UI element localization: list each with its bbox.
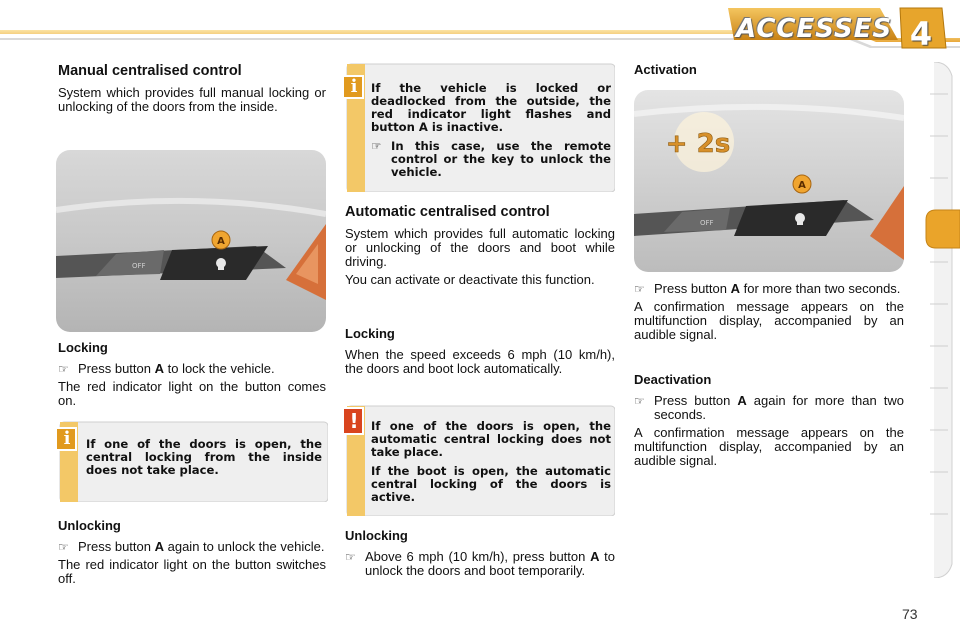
- locking-title: Locking: [58, 340, 108, 355]
- info-note-left: [56, 420, 328, 502]
- exclamation-icon: !: [349, 409, 359, 433]
- middle-column-auto: [345, 203, 615, 291]
- unlocking-indicator-text: The red indicator light on the button switches off.: [58, 557, 326, 586]
- info-icon: i: [63, 428, 71, 449]
- unlocking-title: Unlocking: [58, 518, 121, 533]
- hand-pointer-icon: ☞: [58, 362, 69, 376]
- info-icon: i: [350, 76, 358, 97]
- chapter-side-tabs: [922, 62, 960, 578]
- door-lock-button-photo-right: [634, 90, 904, 272]
- hand-pointer-icon: ☞: [634, 282, 645, 296]
- activation-bullet: ☞ Press button A for more than two seconds.: [634, 281, 901, 296]
- left-column-top: [58, 62, 326, 118]
- two-seconds-label: + 2s: [665, 129, 731, 159]
- auto-locking-title: Locking: [345, 326, 395, 341]
- deactivation-title: Deactivation: [634, 372, 712, 387]
- unlocking-bullet: ☞ Press button A again to unlock the vehicle.: [58, 539, 325, 554]
- button-a-label: A: [798, 180, 806, 191]
- auto-control-activate: You can activate or deactivate this function.: [345, 272, 595, 287]
- manual-control-title: Manual centralised control: [58, 63, 242, 79]
- left-column-unlocking: [58, 518, 326, 590]
- activation-confirmation-text: A confirmation message appears on the multifunction display, accompanied by an audible signal.: [634, 299, 904, 342]
- warning-note-middle-text: If one of the doors is open, the automatic central locking does not take place. If the boot is open, the automatic central locking of the doors is active.: [371, 419, 611, 504]
- hand-pointer-icon: ☞: [634, 394, 645, 408]
- deactivation-confirmation-text: A confirmation message appears on the multifunction display, accompanied by an audible signal.: [634, 425, 904, 468]
- right-column-deactivation: [634, 372, 904, 472]
- deactivation-bullet: ☞ Press button A again for more than two seconds.: [634, 393, 904, 422]
- locking-bullet: ☞ Press button A to lock the vehicle.: [58, 361, 275, 376]
- info-note-middle-bullet: ☞ In this case, use the remote control or the key to unlock the vehicle.: [371, 139, 611, 179]
- info-note-middle: [343, 62, 615, 192]
- off-label: OFF: [700, 219, 714, 227]
- warning-note-middle: [343, 404, 615, 516]
- button-a-label: A: [217, 236, 225, 247]
- left-column-locking: [58, 340, 326, 412]
- hand-pointer-icon: ☞: [58, 540, 69, 554]
- auto-control-intro: System which provides full automatic locking or unlocking of the doors and boot while driving.: [345, 226, 615, 269]
- manual-control-intro: System which provides full manual locking or unlocking of the doors from the inside.: [58, 85, 326, 114]
- off-label: OFF: [132, 262, 146, 270]
- activation-title: Activation: [634, 62, 697, 77]
- chapter-title: ACCESSES: [736, 14, 893, 44]
- right-column-activation: [634, 282, 904, 346]
- middle-column-unlocking: [345, 528, 615, 582]
- auto-locking-text: When the speed exceeds 6 mph (10 km/h), the doors and boot lock automatically.: [345, 347, 615, 376]
- hand-pointer-icon: ☞: [345, 550, 356, 564]
- middle-column-locking: [345, 326, 615, 380]
- auto-unlocking-title: Unlocking: [345, 528, 408, 543]
- locking-indicator-text: The red indicator light on the button comes on.: [58, 379, 326, 408]
- info-note-left-text: If one of the doors is open, the central locking from the inside does not take place.: [86, 437, 322, 477]
- hand-pointer-icon: ☞: [371, 139, 382, 153]
- auto-control-title: Automatic centralised control: [345, 204, 550, 220]
- chapter-number: 4: [909, 15, 933, 53]
- auto-unlocking-bullet: ☞ Above 6 mph (10 km/h), press button A to unlock the doors and boot temporarily.: [345, 549, 615, 578]
- right-column-activation-title: [634, 62, 904, 84]
- info-note-middle-text: If the vehicle is locked or deadlocked from the outside, the red indicator light flashes and button A is inactive. ☞ In this case, use the remote control or the key to unlock the vehicle.: [371, 81, 611, 179]
- door-lock-button-photo-left: [56, 150, 326, 332]
- page-number: 73: [902, 606, 918, 622]
